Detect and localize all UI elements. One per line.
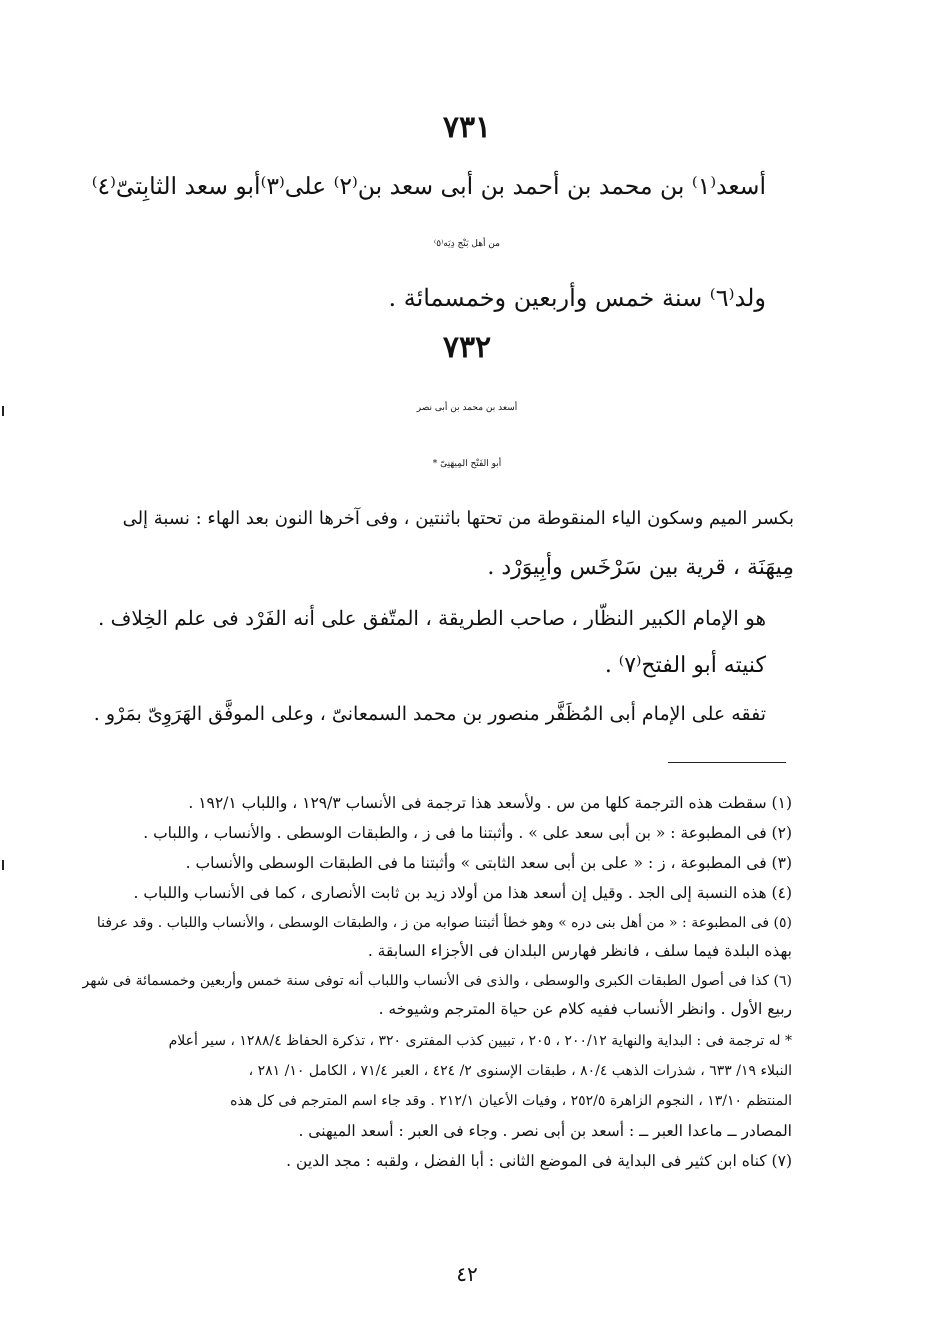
entry-731-birth: ولد⁽٦⁾ سنة خمس وأربعين وخمسمائة .	[388, 284, 766, 312]
footnote-6-line-1: (٦) كذا فى أصول الطبقات الكبرى والوسطى ، والذى فى الأنساب واللباب أنه توفى سنة خمس وأربعين وخمسمائة فى شهر	[82, 973, 792, 989]
scan-mark-2	[2, 860, 4, 870]
entry-732-name: أسعد بن محمد بن أبى نصر	[416, 403, 518, 413]
entry-731-origin: من أهل بَنْج دِيَه⁽٥⁾	[434, 239, 500, 249]
entry-number-732: ٧٣٢	[442, 330, 492, 365]
footnote-separator	[668, 762, 786, 763]
entry-732-body-line-1: بكسر الميم وسكون الياء المنقوطة من تحتها باثنتين ، وفى آخرها النون بعد الهاء : نسبة إلى	[122, 508, 794, 529]
entry-732-body-line-5: تفقه على الإمام أبى المُظَفَّر منصور بن محمد السمعانىّ ، وعلى الموفَّق الهَرَوِىّ بمَرْو .	[93, 703, 766, 725]
entry-732-kunya: أبو الفَتْح المِيهَنِىّ *	[432, 459, 502, 469]
entry-732-body-line-2: مِيهَنَة ، قرية بين سَرْخَس وأبِيوَرْد .	[487, 555, 794, 580]
footnote-5-line-2: بهذه البلدة فيما سلف ، فانظر فهارس البلدان فى الأجزاء السابقة .	[367, 942, 792, 960]
footnote-star-line-1: * له ترجمة فى : البداية والنهاية ٢٠٠/١٢ ، ٢٠٥ ، تبيين كذب المفترى ٣٢٠ ، تذكرة الحفاظ ١٢٨٨/٤ ، سير أعلام	[168, 1033, 792, 1049]
footnote-star-line-3: المنتظم ١٣/١٠ ، النجوم الزاهرة ٢٥٢/٥ ، وفيات الأعيان ٢١٢/١ . وقد جاء اسم المترجم فى كل هذه	[230, 1093, 792, 1109]
footnote-star-line-4: المصادر ــ ماعدا العبر ــ : أسعد بن أبى نصر . وجاء فى العبر : أسعد الميهنى .	[298, 1122, 792, 1140]
page-number: ٤٢	[456, 1262, 478, 1286]
entry-number-731: ٧٣١	[442, 110, 492, 145]
entry-732-body-line-3: هو الإمام الكبير النظّار ، صاحب الطريقة ، المتّفق على أنه الفَرْد فى علم الخِلاف .	[97, 606, 766, 630]
footnote-3: (٣) فى المطبوعة ، ز : « على بن أبى سعد الثابتى » وأثبتنا ما فى الطبقات الوسطى والأنساب .	[185, 854, 792, 872]
entry-732-body-line-4: كنيته أبو الفتح⁽٧⁾ .	[604, 653, 766, 678]
footnote-4: (٤) هذه النسبة إلى الجد . وقيل إن أسعد هذا من أولاد زيد بن ثابت الأنصارى ، كما فى الأنساب واللباب .	[133, 884, 792, 902]
footnote-6-line-2: ربيع الأول . وانظر الأنساب ففيه كلام عن حياة المترجم وشيوخه .	[378, 1000, 792, 1018]
footnote-star-line-2: النبلاء ١٩/ ٦٣٣ ، شذرات الذهب ٨٠/٤ ، طبقات الإسنوى ٢/ ٤٢٤ ، العبر ٧١/٤ ، الكامل ١٠/ ٢٨١ ،	[248, 1063, 792, 1079]
footnote-1: (١) سقطت هذه الترجمة كلها من س . ولأسعد هذا ترجمة فى الأنساب ١٢٩/٣ ، واللباب ١٩٢/١ .	[188, 794, 792, 812]
footnote-7: (٧) كناه ابن كثير فى البداية فى الموضع الثانى : أبا الفضل ، ولقبه : مجد الدين .	[286, 1152, 792, 1170]
entry-731-name: أسعد⁽١⁾ بن محمد بن أحمد بن أبى سعد بن⁽٢⁾ على⁽٣⁾أبو سعد الثابِتىّ⁽٤⁾	[91, 172, 766, 200]
footnote-2: (٢) فى المطبوعة : « بن أبى سعد على » . وأثبتنا ما فى ز ، والطبقات الوسطى . والأنساب ، واللباب .	[143, 824, 792, 842]
footnote-5-line-1: (٥) فى المطبوعة : « من أهل بنى دره » وهو خطأ أثبتنا صوابه من ز ، والطبقات الوسطى ، والأنساب واللباب . وقد عرفنا	[96, 915, 792, 931]
scan-mark-1	[2, 406, 4, 416]
